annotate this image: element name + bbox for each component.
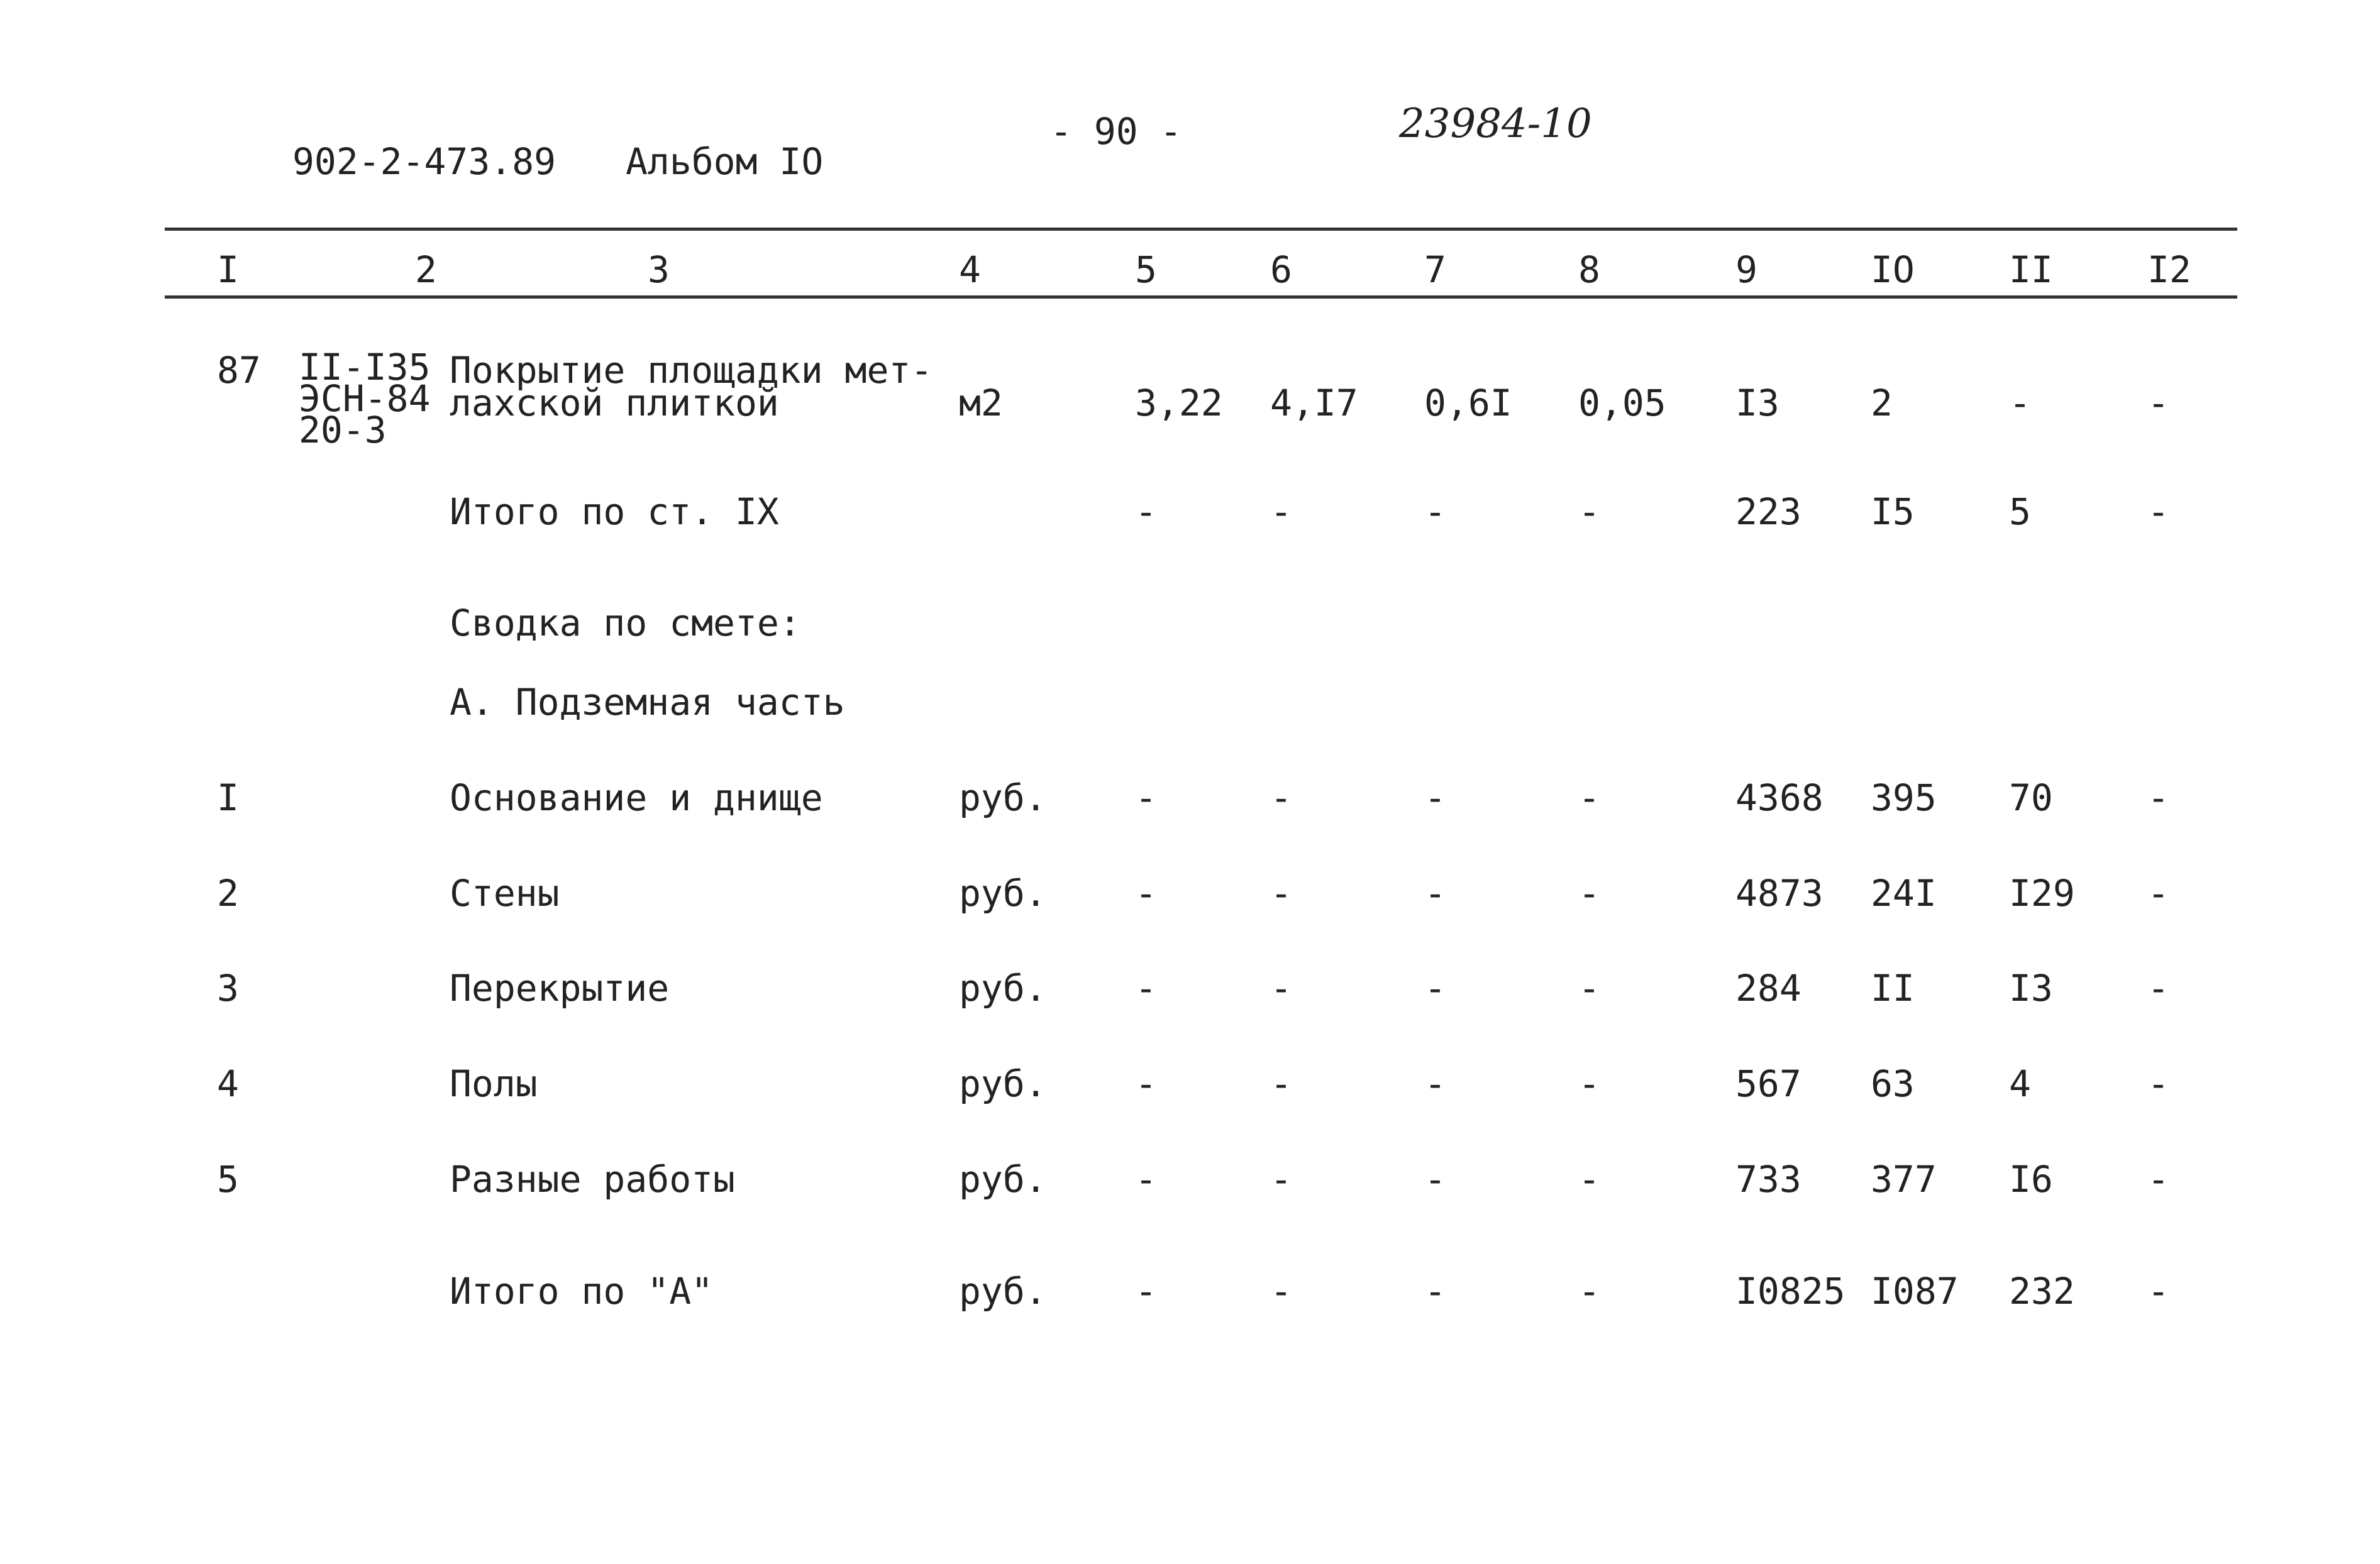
value-col-12: - [2147,1158,2169,1201]
column-number: 9 [1735,248,1757,291]
column-number: 2 [415,248,437,291]
work-name-line: Покрытие площадки мет- [450,349,933,392]
value-col-8: - [1578,1062,1600,1105]
section-a-heading: А. Подземная часть [450,681,845,724]
value-col-12: - [2147,1270,2169,1313]
column-number: IO [1871,248,1915,291]
page-number: - 90 - [1050,110,1182,153]
value-col-11: - [2009,382,2031,424]
unit: руб. [959,872,1047,915]
value-col-6: - [1270,872,1292,915]
value-col-9: 223 [1735,490,1802,533]
table-header-rule [165,295,2237,299]
value-col-5: - [1135,967,1157,1010]
work-name: Стены [450,872,560,915]
value-col-11: I6 [2009,1158,2053,1201]
row-number: 2 [217,872,239,915]
value-col-11: I29 [2009,872,2075,915]
value-col-11: 4 [2009,1062,2031,1105]
value-col-8: - [1578,490,1600,533]
value-col-6: - [1270,490,1292,533]
value-col-5: 3,22 [1135,382,1223,424]
value-col-5: - [1135,872,1157,915]
value-col-10: I087 [1871,1270,1959,1313]
value-col-12: - [2147,872,2169,915]
value-col-8: - [1578,872,1600,915]
column-number: 5 [1135,248,1157,291]
row-number: 3 [217,967,239,1010]
value-col-10: 24I [1871,872,1937,915]
value-col-12: - [2147,776,2169,819]
value-col-11: 5 [2009,490,2031,533]
column-number: II [2009,248,2053,291]
row-number: I [217,776,239,819]
row-number: 87 [217,349,261,392]
column-number: 4 [959,248,981,291]
value-col-11: 70 [2009,776,2053,819]
value-col-5: - [1135,1062,1157,1105]
value-col-11: 232 [2009,1270,2075,1313]
value-col-10: 377 [1871,1158,1937,1201]
value-col-9: 284 [1735,967,1802,1010]
value-col-10: 395 [1871,776,1937,819]
rate-code-line: II-I35 [299,346,431,388]
row-number: 5 [217,1158,239,1201]
total-label: Итого по "А" [450,1270,714,1313]
value-col-7: - [1424,776,1446,819]
value-col-8: - [1578,967,1600,1010]
value-col-12: - [2147,967,2169,1010]
value-col-11: I3 [2009,967,2053,1010]
table-top-rule [165,228,2237,231]
value-col-7: - [1424,872,1446,915]
album-label: Альбом IO [626,140,824,183]
value-col-8: 0,05 [1578,382,1666,424]
column-number: 7 [1424,248,1446,291]
value-col-7: - [1424,1270,1446,1313]
column-number: 3 [648,248,670,291]
value-col-9: 733 [1735,1158,1802,1201]
unit: м2 [959,382,1003,424]
value-col-9: 567 [1735,1062,1802,1105]
unit: руб. [959,967,1047,1010]
unit: руб. [959,1270,1047,1313]
value-col-6: 4,I7 [1270,382,1358,424]
value-col-9: I0825 [1735,1270,1846,1313]
value-col-7: - [1424,490,1446,533]
value-col-12: - [2147,1062,2169,1105]
work-name-line: лахской плиткой [450,382,779,424]
rate-code-line: ЭСН-84 [299,377,431,420]
value-col-7: 0,6I [1424,382,1512,424]
value-col-8: - [1578,1158,1600,1201]
value-col-8: - [1578,1270,1600,1313]
value-col-5: - [1135,1270,1157,1313]
value-col-5: - [1135,490,1157,533]
total-label: Итого по ст. IX [450,490,779,533]
value-col-10: I5 [1871,490,1915,533]
unit: руб. [959,776,1047,819]
value-col-10: II [1871,967,1915,1010]
value-col-8: - [1578,776,1600,819]
value-col-6: - [1270,967,1292,1010]
unit: руб. [959,1062,1047,1105]
value-col-10: 63 [1871,1062,1915,1105]
handwritten-number: 23984-10 [1399,101,1592,147]
row-number: 4 [217,1062,239,1105]
value-col-9: 4368 [1735,776,1824,819]
document-code: 902-2-473.89 [292,140,556,183]
summary-heading: Сводка по смете: [450,602,801,644]
work-name: Разные работы [450,1158,735,1201]
work-name: Основание и днище [450,776,823,819]
rate-code-line: 20-3 [299,409,387,451]
column-number: I [217,248,239,291]
value-col-7: - [1424,967,1446,1010]
work-name: Перекрытие [450,967,670,1010]
column-number: 6 [1270,248,1292,291]
column-number: 8 [1578,248,1600,291]
value-col-5: - [1135,776,1157,819]
value-col-6: - [1270,776,1292,819]
value-col-5: - [1135,1158,1157,1201]
value-col-6: - [1270,1270,1292,1313]
work-name: Полы [450,1062,538,1105]
value-col-9: 4873 [1735,872,1824,915]
value-col-12: - [2147,382,2169,424]
value-col-12: - [2147,490,2169,533]
unit: руб. [959,1158,1047,1201]
value-col-6: - [1270,1158,1292,1201]
value-col-7: - [1424,1062,1446,1105]
value-col-10: 2 [1871,382,1893,424]
column-number: I2 [2147,248,2191,291]
value-col-9: I3 [1735,382,1779,424]
value-col-7: - [1424,1158,1446,1201]
value-col-6: - [1270,1062,1292,1105]
